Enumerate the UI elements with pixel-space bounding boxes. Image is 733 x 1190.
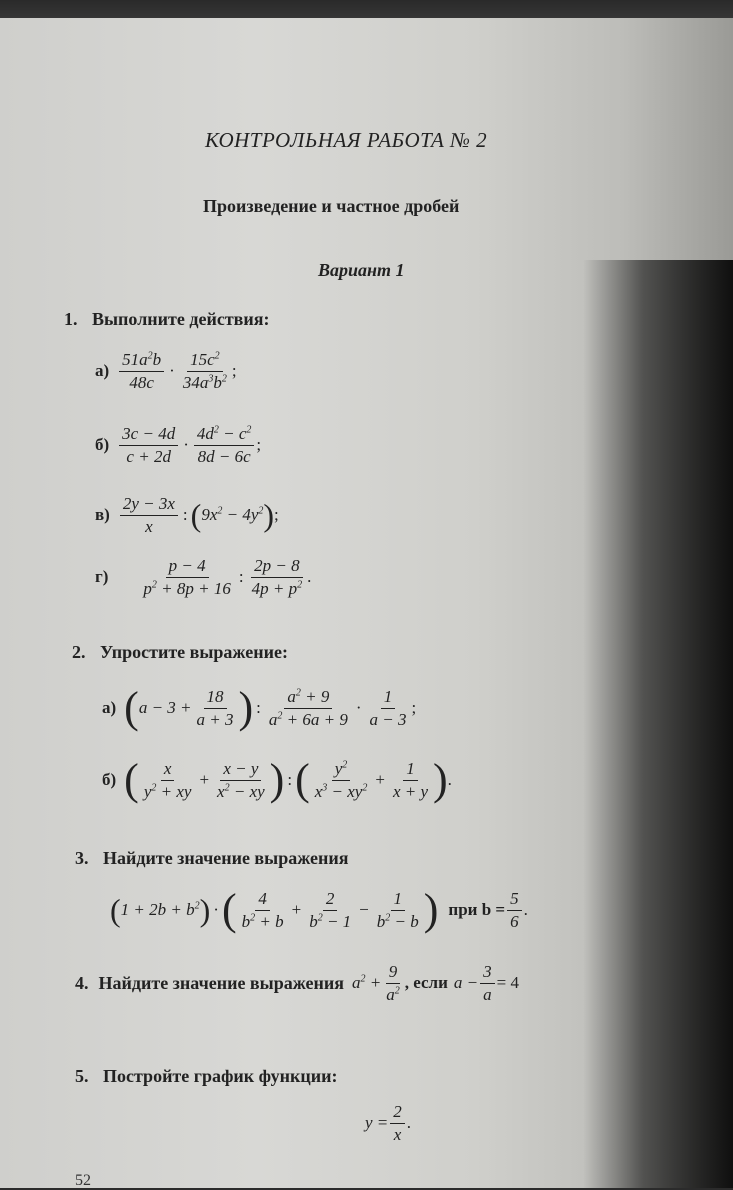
fraction: $\frac{2p - 8}{4p + p^2}$	[251, 556, 303, 598]
task-3-expression: ( $1 + 2b + b^2$ ) · ( $\frac{4}{b^2 + b}$ + $\frac{2}{b^2 - 1}$ − $\frac{1}{b^2 - b}$ ) при b = $\frac{5}{6}$ .	[110, 885, 528, 934]
condition-text: , если	[404, 973, 448, 993]
task-number: 5.	[75, 1066, 89, 1086]
variant-heading: Вариант 1	[318, 260, 405, 280]
item-label: в)	[95, 505, 110, 525]
item-label: а)	[95, 361, 110, 381]
task-text: Упростите выражение:	[100, 642, 288, 662]
fraction: $\frac{3c - 4d}{c + 2d}$	[119, 424, 178, 466]
task-text: Выполните действия:	[92, 309, 270, 329]
fraction: $\frac{3}{a}$	[480, 962, 495, 1004]
fraction: $\frac{x}{y^2 + xy}$	[143, 758, 192, 801]
task-number: 3.	[75, 848, 89, 868]
task-text: Найдите значение выражения	[98, 972, 345, 993]
task-1g: г) $\frac{p - 4}{p^2 + 8p + 16}$ : $\frac{2p - 8}{4p + p^2}$ .	[95, 556, 312, 598]
task-1v: в) $\frac{2y - 3x}{x}$ : ( $9x^2 - 4y^2$ ) ;	[95, 494, 279, 536]
fraction: $\frac{2}{x}$	[390, 1102, 405, 1144]
fraction: $\frac{2}{b^2 - 1}$	[309, 888, 352, 931]
condition-text: при b =	[448, 900, 506, 919]
task-1b: б) $\frac{3c - 4d}{c + 2d}$ · $\frac{4d^2 - c^2}{8d - 6c}$ ;	[95, 424, 262, 466]
item-label: а)	[102, 698, 117, 717]
fraction: $\frac{9}{a^2}$	[386, 962, 400, 1004]
task-number: 1.	[64, 309, 78, 329]
task-number: 2.	[72, 642, 86, 662]
task-2-heading	[72, 642, 288, 663]
fraction: $\frac{1}{a - 3}$	[369, 686, 407, 729]
task-1a: а) $\frac{51a^2b}{48c}$ · $\frac{15c^2}{34a^3b^2}$ ;	[95, 350, 237, 392]
task-5-function: y = $\frac{2}{x}$ .	[365, 1102, 412, 1144]
page-subtitle: Произведение и частное дробей	[203, 196, 460, 216]
fraction: $\frac{p - 4}{p^2 + 8p + 16}$	[143, 556, 231, 598]
fraction: $\frac{x - y}{x^2 - xy}$	[217, 758, 265, 801]
task-4: 4. Найдите значение выражения $a^2$ + $\frac{9}{a^2}$ , если a − $\frac{3}{a}$ = 4	[75, 962, 519, 1004]
item-label: б)	[95, 435, 110, 455]
fraction: $\frac{4}{b^2 + b}$	[241, 888, 284, 931]
fraction: $\frac{y^2}{x^3 - xy^2}$	[314, 758, 368, 801]
fraction: $\frac{51a^2b}{48c}$	[119, 350, 164, 392]
fraction: $\frac{1}{x + y}$	[392, 758, 429, 801]
task-number: 4.	[75, 972, 89, 993]
task-2b: б) ( $\frac{x}{y^2 + xy}$ + $\frac{x - y}{x^2 - xy}$ ) : ( $\frac{y^2}{x^3 - xy^2}$ + $\frac{1}{x + y}$ ) .	[102, 755, 452, 804]
task-text: Постройте график функции:	[103, 1066, 338, 1086]
task-2a: а) ( a − 3 + $\frac{18}{a + 3}$ ) : $\frac{a^2 + 9}{a^2 + 6a + 9}$ · $\frac{1}{a - 3}$ ;	[102, 683, 417, 732]
page-title: КОНТРОЛЬНАЯ РАБОТА № 2	[205, 128, 488, 152]
fraction: $\frac{5}{6}$	[507, 889, 522, 931]
task-3-heading	[75, 848, 349, 869]
item-label: б)	[102, 770, 117, 789]
page-number: 52	[75, 1172, 91, 1189]
task-5-heading	[75, 1066, 338, 1087]
item-label: г)	[95, 567, 109, 587]
fraction: $\frac{1}{b^2 - b}$	[376, 888, 419, 931]
fraction: $\frac{a^2 + 9}{a^2 + 6a + 9}$	[268, 686, 348, 729]
paper-sheet	[0, 18, 733, 1188]
fraction: $\frac{18}{a + 3}$	[196, 686, 234, 729]
fraction: $\frac{15c^2}{34a^3b^2}$	[182, 350, 227, 392]
task-text: Найдите значение выражения	[103, 848, 349, 868]
task-1-heading	[64, 309, 270, 330]
fraction: $\frac{4d^2 - c^2}{8d - 6c}$	[194, 424, 255, 466]
fraction: $\frac{2y - 3x}{x}$	[120, 494, 178, 536]
